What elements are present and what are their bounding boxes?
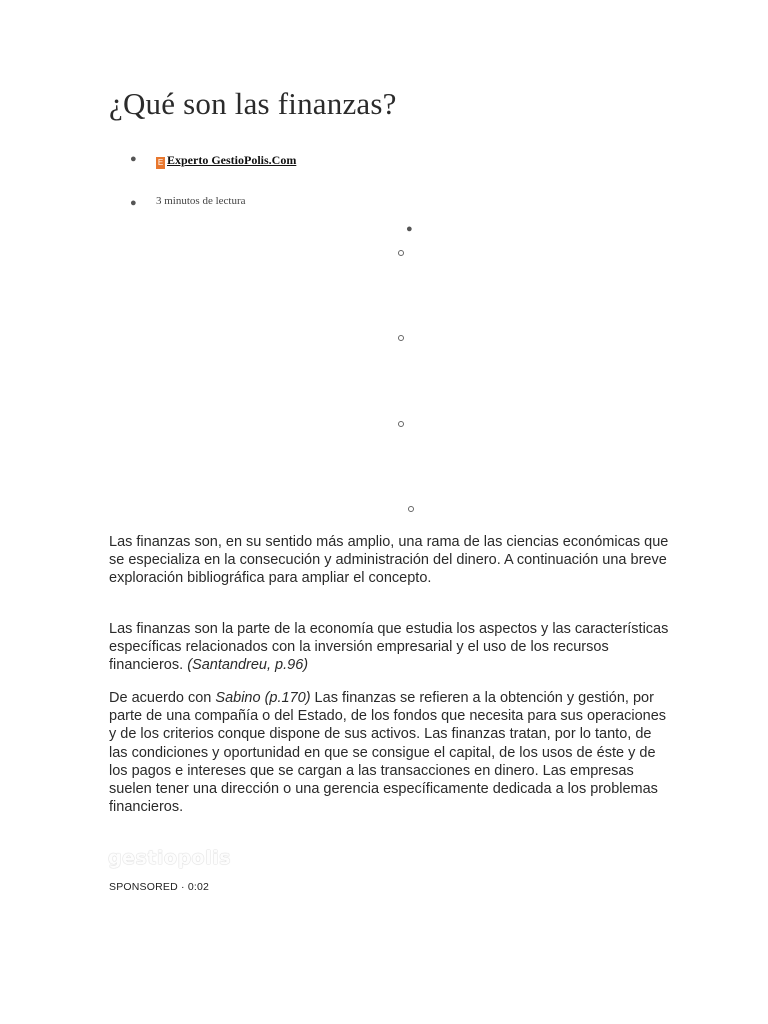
author-link[interactable]: Experto GestioPolis.Com	[167, 153, 297, 167]
ad-logo[interactable]: gestiopolis	[108, 847, 231, 869]
citation-santandreu: (Santandreu, p.96)	[187, 657, 309, 674]
circle-bullet-icon	[398, 250, 404, 256]
paragraph-1: Las finanzas son, en su sentido más amplio, una rama de las ciencias económicas que se especializa en la consecución y administración del dinero. A continuación una breve exploración bibliográfica para ampliar el concepto.	[109, 534, 669, 587]
author-wrap[interactable]	[156, 151, 296, 169]
circle-bullet-icon	[398, 335, 404, 341]
circle-bullet-icon	[398, 421, 404, 427]
bullet-icon: ●	[130, 197, 137, 209]
read-time: 3 minutos de lectura	[156, 195, 246, 207]
author-avatar-icon: E	[157, 158, 164, 167]
sponsored-label: SPONSORED · 0:02	[109, 881, 210, 893]
citation-sabino: Sabino (p.170)	[215, 690, 311, 706]
paragraph-2-text: Las finanzas son la parte de la economía que estudia los aspectos y las características específicas relacionados con la inversión empresarial y el uso de los recursos financieros.	[109, 621, 669, 674]
bullet-icon: ●	[130, 153, 137, 165]
bullet-icon: ●	[406, 223, 413, 235]
circle-bullet-icon	[408, 506, 414, 512]
paragraph-3-text: Las finanzas se refieren a la obtención y gestión, por parte de una compañía o del Estado, de los fondos que necesita para sus operaciones y de los criterios conque dispone de sus activos. Las finanzas tratan, por lo tanto, de las condiciones y oportunidad en que se consigue el capital, de los usos de éste y de los pagos e intereses que se cargan a las transacciones en dinero. Las empresas suelen tener una dirección o una gerencia específicamente dedicada a los problemas financieros.	[109, 690, 667, 816]
paragraph-3-intro: De acuerdo con	[109, 690, 216, 706]
paragraph-2	[109, 620, 669, 675]
page-title: ¿Qué son las finanzas?	[109, 86, 397, 121]
paragraph-3	[109, 689, 669, 816]
